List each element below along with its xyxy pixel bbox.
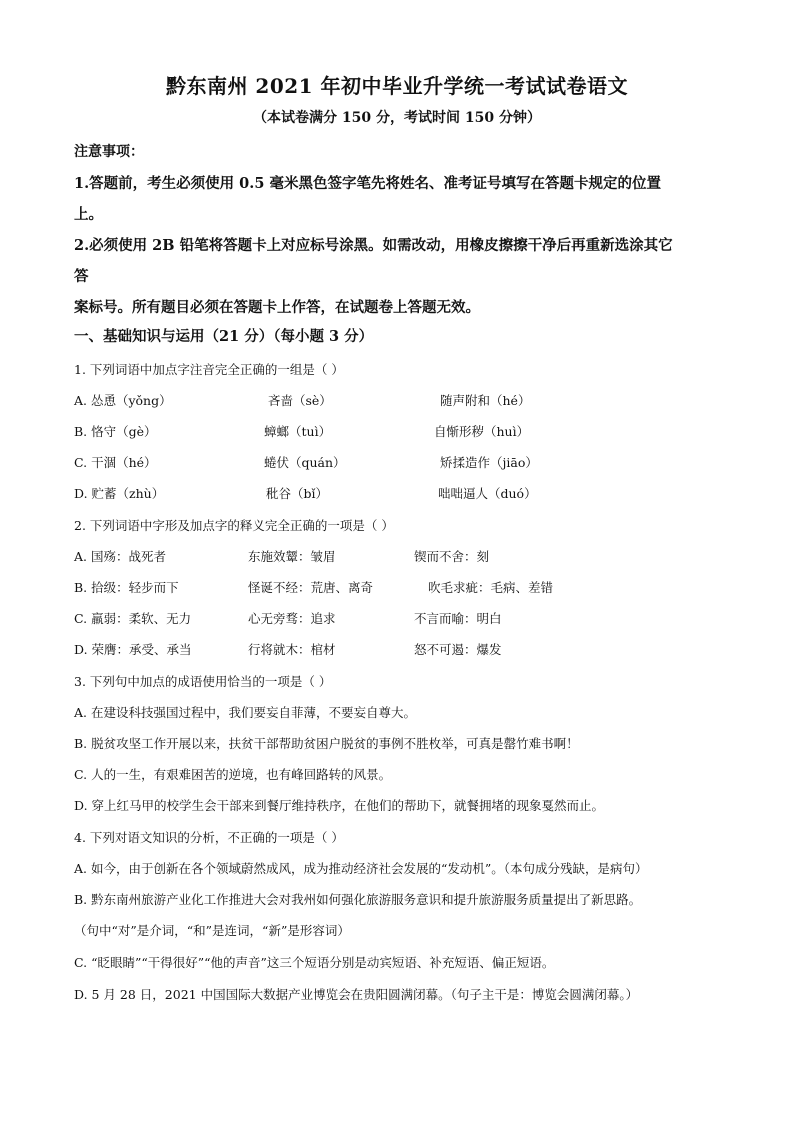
- section-heading: 一、基础知识与运用（21 分）（每小题 3 分）: [74, 328, 374, 345]
- option-cell: 蟑螂（tuì）: [264, 424, 332, 439]
- option-cell: 怪诞不经：荒唐、离奇: [248, 580, 374, 595]
- question-2-option-row: [74, 578, 734, 598]
- option-cell: D. 荣膺：承受、承当: [74, 642, 192, 657]
- notes-heading: 注意事项：: [74, 144, 144, 160]
- question-2-stem: 2. 下列词语中字形及加点字的释义完全正确的一项是（ ）: [74, 518, 394, 533]
- question-4-option: D. 5 月 28 日，2021 中国国际大数据产业博览会在贵阳圆满闭幕。（句子主干是：博览会圆满闭幕。）: [74, 987, 639, 1002]
- question-1-option-row: [74, 391, 734, 411]
- question-3-option: B. 脱贫攻坚工作开展以来，扶贫干部帮助贫困户脱贫的事例不胜枚举，可真是罄竹难书啊！: [74, 736, 579, 751]
- question-4-stem: 4. 下列对语文知识的分析，不正确的一项是（ ）: [74, 830, 344, 845]
- question-2-option-row: [74, 640, 734, 660]
- question-4-option: A. 如今，由于创新在各个领域蔚然成风，成为推动经济社会发展的“发动机”。（本句成分残缺，是病句）: [74, 861, 648, 876]
- question-2-option-row: [74, 547, 734, 567]
- question-4-option-note: （句中“对”是介词，“和”是连词，“新”是形容词）: [74, 923, 350, 938]
- option-cell: 秕谷（bǐ）: [266, 486, 328, 501]
- option-cell: 怒不可遏：爆发: [414, 642, 502, 657]
- question-2-option-row: [74, 609, 734, 629]
- question-1-stem: 1. 下列词语中加点字注音完全正确的一组是（ ）: [74, 362, 344, 377]
- question-4-option: C. “眨眼睛”“干得很好”“他的声音”这三个短语分别是动宾短语、补充短语、偏正短语。: [74, 955, 555, 970]
- question-1-option-row: [74, 484, 734, 504]
- note-line: 1.答题前，考生必须使用 0.5 毫米黑色签字笔先将姓名、准考证号填写在答题卡规定的位置: [74, 175, 661, 192]
- option-cell: 自惭形秽（huì）: [434, 424, 530, 439]
- option-cell: 吝啬（sè）: [268, 393, 332, 408]
- question-3-option: A. 在建设科技强国过程中，我们要妄自菲薄，不要妄自尊大。: [74, 705, 416, 720]
- option-cell: B. 拾级：轻步而下: [74, 580, 179, 595]
- question-1-option-row: [74, 422, 734, 442]
- note-line: 2.必须使用 2B 铅笔将答题卡上对应标号涂黑。如需改动，用橡皮擦擦干净后再重新选涂其它: [74, 237, 673, 254]
- option-cell: 吹毛求疵：毛病、差错: [428, 580, 554, 595]
- page-title: 黔东南州 2021 年初中毕业升学统一考试试卷语文: [165, 74, 629, 98]
- page-subtitle: （本试卷满分 150 分，考试时间 150 分钟）: [253, 110, 541, 126]
- option-cell: 心无旁骛：追求: [248, 611, 336, 626]
- option-cell: A. 怂恿（yǒng）: [74, 393, 172, 408]
- option-cell: 矫揉造作（jiāo）: [440, 455, 538, 470]
- question-3-option: D. 穿上红马甲的校学生会干部来到餐厅维持秩序，在他们的帮助下，就餐拥堵的现象戛然而止。: [74, 798, 605, 813]
- option-cell: B. 恪守（gè）: [74, 424, 157, 439]
- option-cell: 东施效颦：皱眉: [248, 549, 336, 564]
- option-cell: A. 国殇：战死者: [74, 549, 166, 564]
- option-cell: 咄咄逼人（duó）: [438, 486, 537, 501]
- option-cell: 随声附和（hé）: [440, 393, 531, 408]
- option-cell: C. 羸弱：柔软、无力: [74, 611, 192, 626]
- note-line: 上。: [74, 206, 103, 223]
- note-line: 案标号。所有题目必须在答题卡上作答，在试题卷上答题无效。: [74, 299, 480, 316]
- question-3-option: C. 人的一生，有艰难困苦的逆境，也有峰回路转的风景。: [74, 767, 392, 782]
- question-3-stem: 3. 下列句中加点的成语使用恰当的一项是（ ）: [74, 674, 332, 689]
- option-cell: D. 贮蓄（zhù）: [74, 486, 165, 501]
- option-cell: 锲而不舍：刻: [414, 549, 490, 564]
- option-cell: 蜷伏（quán）: [264, 455, 346, 470]
- question-4-option: B. 黔东南州旅游产业化工作推进大会对我州如何强化旅游服务意识和提升旅游服务质量提出了新思路。: [74, 892, 642, 907]
- question-1-option-row: [74, 453, 734, 473]
- option-cell: 不言而喻：明白: [414, 611, 502, 626]
- option-cell: C. 干涸（hé）: [74, 455, 157, 470]
- option-cell: 行将就木：棺材: [248, 642, 336, 657]
- note-line: 答: [74, 268, 89, 285]
